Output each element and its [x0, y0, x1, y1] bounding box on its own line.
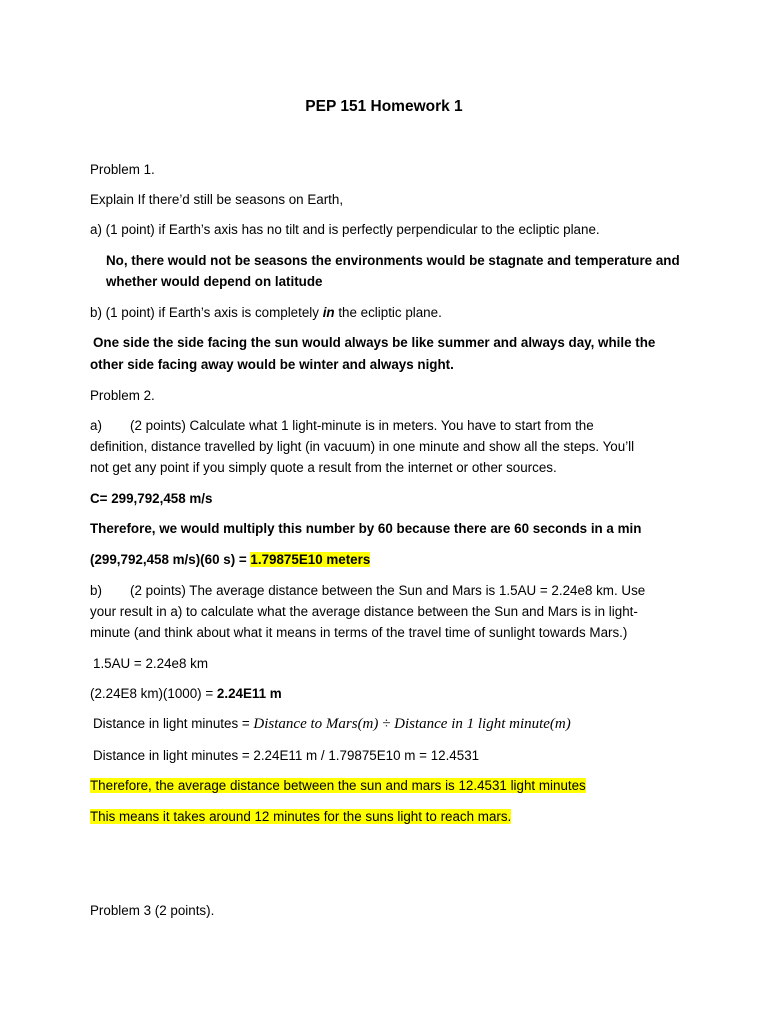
answer-a-line2: whether would depend on latitude	[106, 274, 323, 289]
distance-formula	[93, 713, 571, 735]
problem2-part-a-line1	[90, 415, 594, 436]
problem1-prompt: Explain If there’d still be seasons on Earth,	[90, 192, 344, 207]
problem2-part-b-line1	[90, 580, 645, 601]
km-conv-result: 2.24E11 m	[216, 686, 282, 701]
problem2-part-b-line2: your result in a) to calculate what the average distance between the Sun and Mars is in light-	[90, 604, 638, 619]
part-a-text: (2 points) Calculate what 1 light-minute is in meters. You have to start from the	[130, 418, 594, 433]
formula-expression: Distance to Mars(m) ÷ Distance in 1 light minute(m)	[253, 716, 571, 732]
answer-b-line1: One side the side facing the sun would always be like summer and always day, while the	[93, 335, 656, 350]
light-minute-calc	[90, 549, 370, 570]
problem2-heading: Problem 2.	[90, 388, 155, 403]
conclusion-line2	[90, 806, 511, 827]
part-b-text: (2 points) The average distance between the Sun and Mars is 1.5AU = 2.24e8 km. Use	[130, 583, 646, 598]
part-b-text-pre: b) (1 point) if Earth’s axis is completely	[90, 305, 323, 320]
problem1-part-b	[90, 302, 442, 323]
problem2-part-a-line2: definition, distance travelled by light (in vacuum) in one minute and show all the steps. You’ll	[90, 439, 635, 454]
answer-a-line1: No, there would not be seasons the environments would be stagnate and temperature and	[106, 253, 680, 268]
problem2-part-a-line3: not get any point if you simply quote a result from the internet or other sources.	[90, 460, 557, 475]
multiply-note: Therefore, we would multiply this number by 60 because there are 60 seconds in a min	[90, 521, 642, 536]
conclusion-line1	[90, 775, 586, 796]
problem2-part-b-line3: minute (and think about what it means in terms of the travel time of sunlight towards Mars.)	[90, 625, 628, 640]
problem1-part-a: a) (1 point) if Earth’s axis has no tilt and is perfectly perpendicular to the ecliptic plane.	[90, 222, 600, 237]
conclusion1-highlight: Therefore, the average distance between the sun and mars is 12.4531 light minutes	[90, 778, 586, 793]
page-title: PEP 151 Homework 1	[305, 98, 463, 115]
distance-calculation: Distance in light minutes = 2.24E11 m / 1.79875E10 m = 12.4531	[93, 748, 480, 763]
part-b-label: b)	[90, 583, 102, 598]
part-a-label: a)	[90, 418, 102, 433]
au-conversion: 1.5AU = 2.24e8 km	[93, 656, 209, 671]
km-to-m-conversion	[90, 683, 282, 704]
problem3-heading: Problem 3 (2 points).	[90, 903, 215, 918]
conclusion2-highlight: This means it takes around 12 minutes for the suns light to reach mars.	[90, 809, 512, 824]
problem1-heading: Problem 1.	[90, 162, 155, 177]
calc-result-highlight: 1.79875E10 meters	[250, 552, 371, 567]
calc-expression: (299,792,458 m/s)(60 s) =	[90, 552, 251, 567]
part-b-text-post: the ecliptic plane.	[334, 305, 442, 320]
km-conv-expression: (2.24E8 km)(1000) =	[90, 686, 217, 701]
part-b-emphasis: in	[322, 305, 335, 320]
formula-label: Distance in light minutes =	[93, 716, 254, 731]
speed-of-light-value: C= 299,792,458 m/s	[90, 491, 213, 506]
answer-b-line2: other side facing away would be winter and always night.	[90, 357, 454, 372]
